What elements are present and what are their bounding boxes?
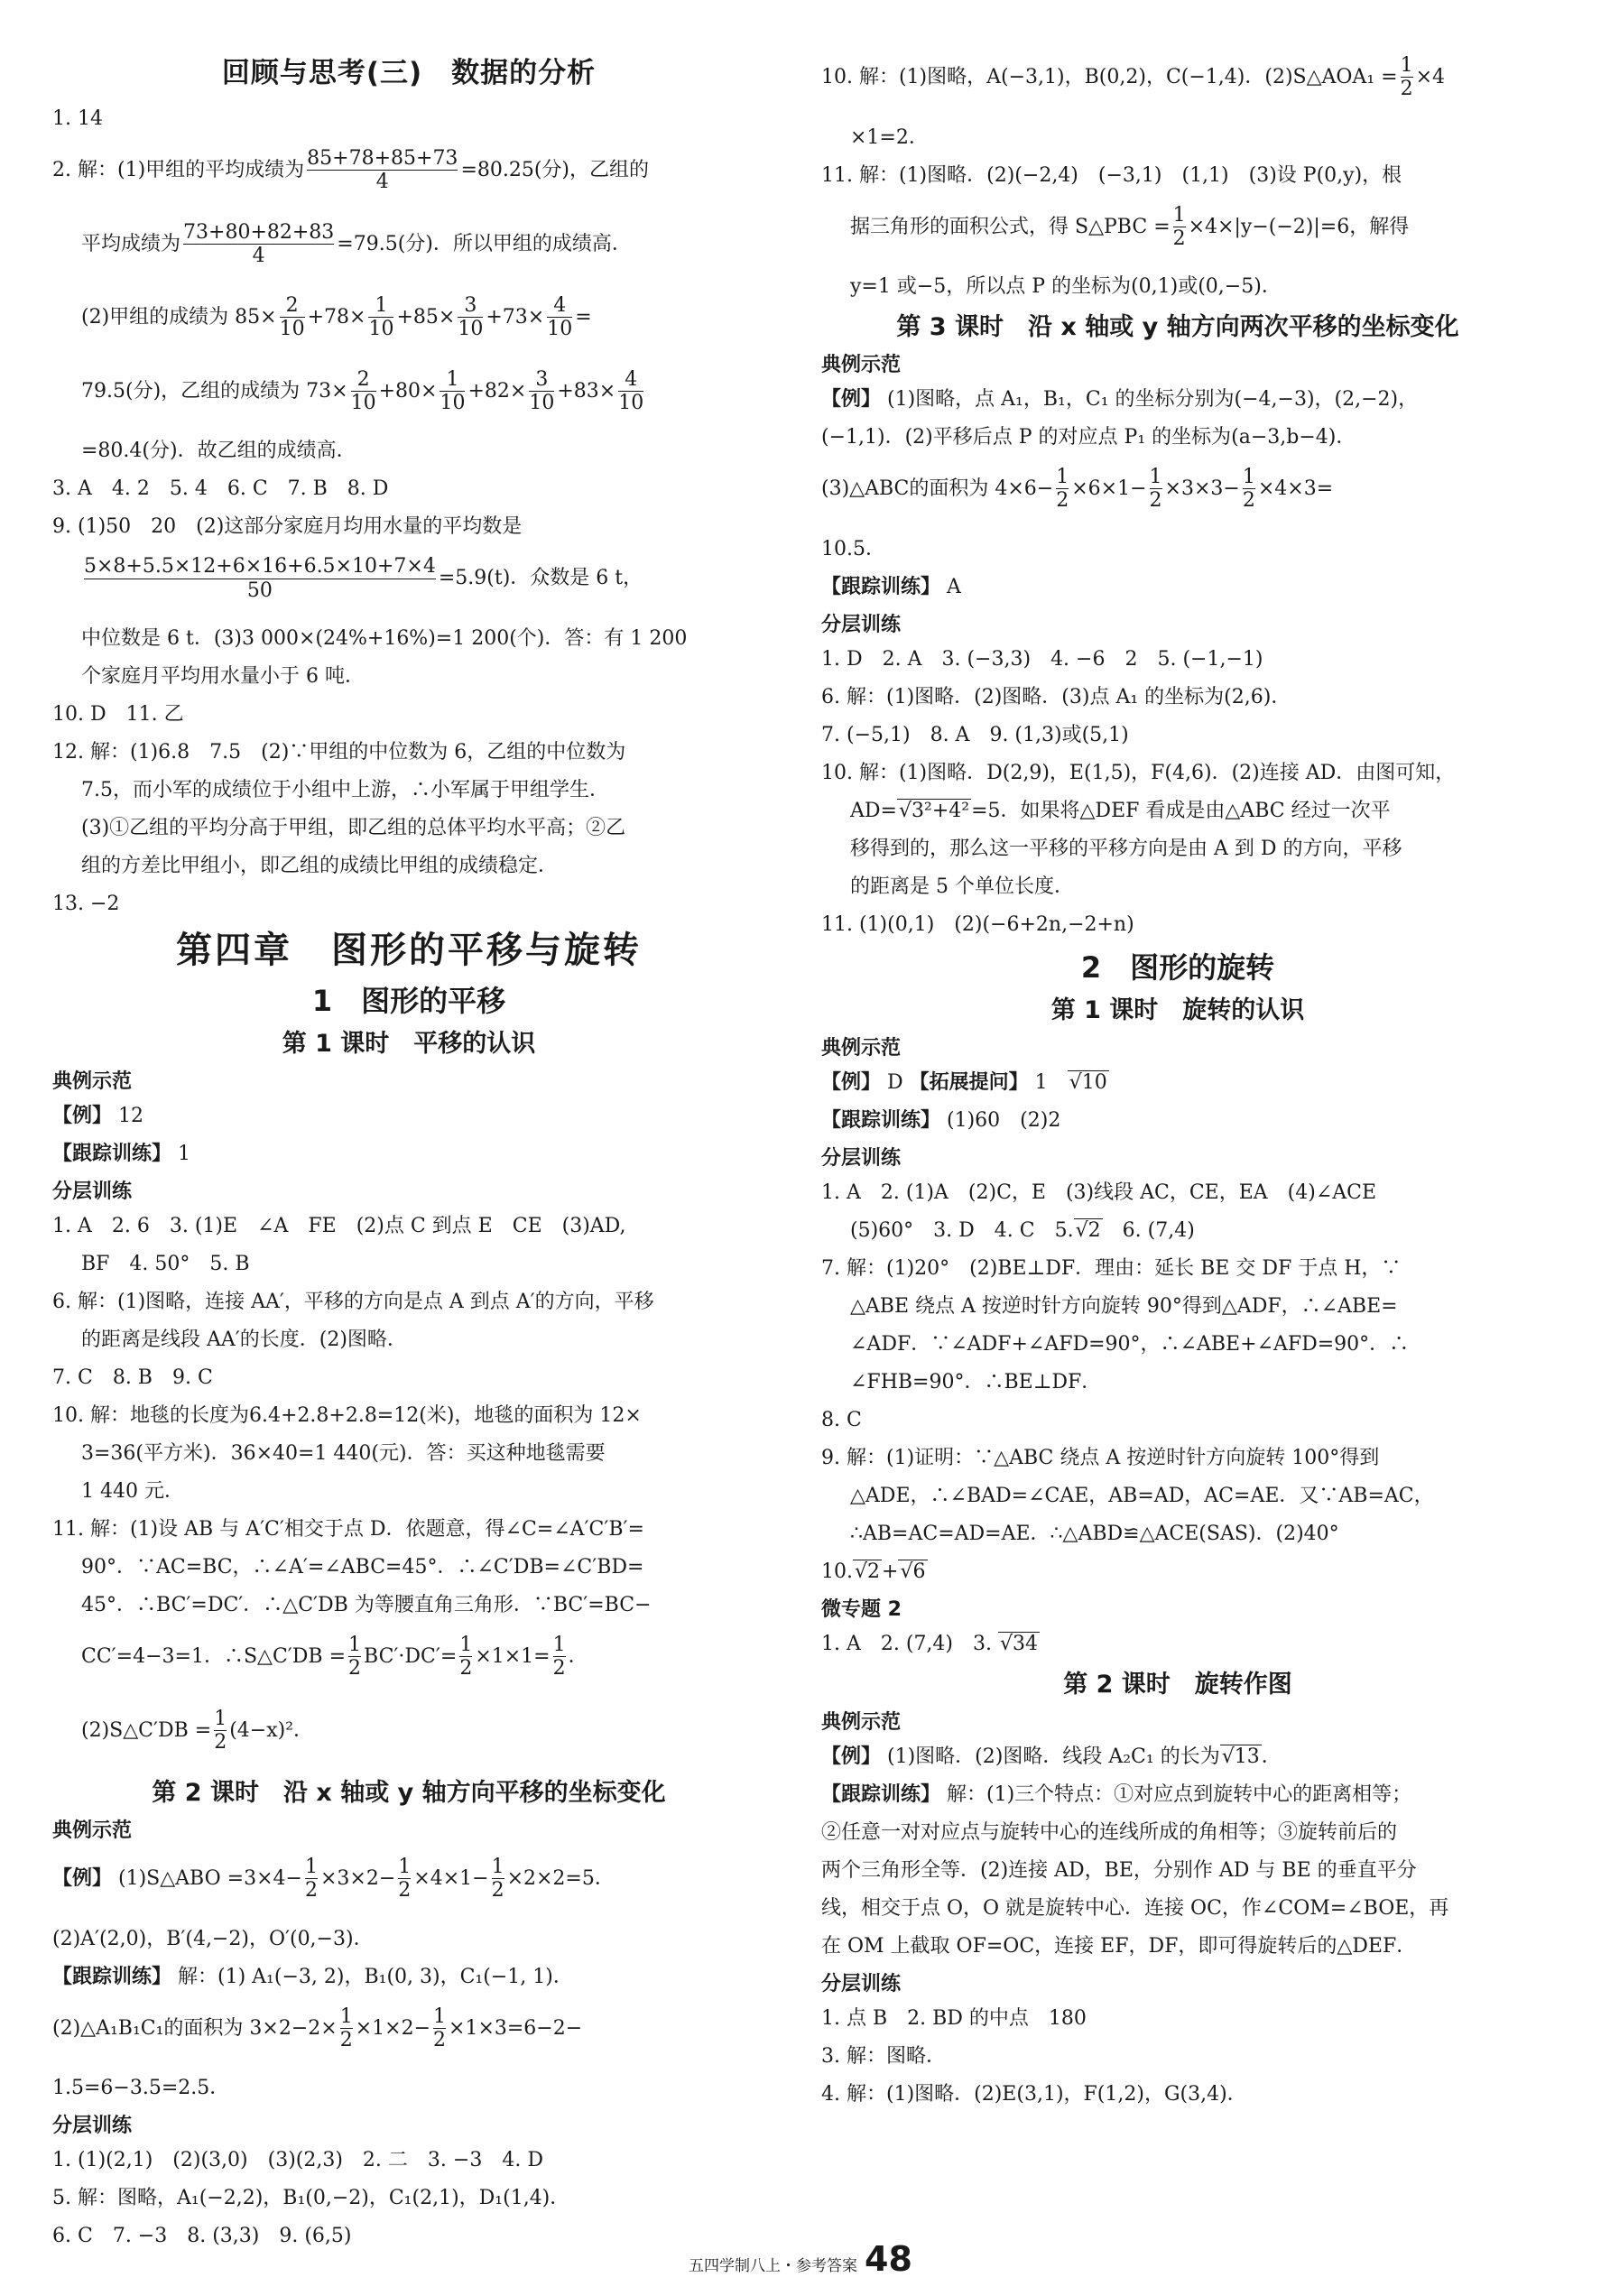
tracking-answer: 【跟踪训练】 A — [821, 575, 961, 598]
lesson-title: 第 1 课时 旋转的认识 — [1050, 995, 1305, 1024]
answer-line: 1. 点 B 2. BD 的中点 180 — [821, 2006, 1087, 2030]
answer-line: ∠FHB=90°．∴BE⊥DF． — [850, 1370, 1102, 1393]
answer-12-line-3: (3)①乙组的平均分高于甲组，即乙组的总体平均水平高；②乙 — [81, 816, 626, 839]
example-answer: 【例】 (1)图略．(2)图略．线段 A₂C₁ 的长为√ 13． — [821, 1747, 1534, 1767]
answer-line: AD=√ 3²+4²=5．如果将△DEF 看成是由△ABC 经过一次平 — [821, 801, 1534, 821]
square-root: √ 10 — [1068, 1070, 1109, 1094]
answer-line: △ABE 绕点 A 按逆时针方向旋转 90°得到△ADF，∴∠ABE= — [850, 1294, 1398, 1318]
answer-2-line-4: 79.5(分)，乙组的成绩为 73× $\frac{2}{10}$ +80× $\frac{1}{10}$ +82× $\frac{3}{10}$ +83× $\frac{4}{10}$ — [81, 367, 644, 415]
answer-9-line-2: $\frac{5\times 8+5.5\times 12+6\times 16+6.5\times 10+7\times 4}{50}$ =5.9(t)．众数是 6 t， — [84, 555, 643, 602]
answers-3-8: 3. A 4. 2 5. 4 6. C 7. B 8. D — [52, 477, 389, 501]
answer-line: 10. 解：(1)图略，A(−3,1)，B(0,2)，C(−1,4)．(2)S△AOA₁ = $\frac{1}{2}$ ×4 — [821, 54, 1446, 101]
answer-2-line-3: (2)甲组的成绩为 85× $\frac{2}{10}$ +78× $\frac{1}{10}$ +85× $\frac{3}{10}$ +73× $\frac{4}{10}$ = — [81, 294, 592, 341]
answer-line: 11. 解：(1)设 AB 与 A′C′相交于点 D．依题意，得∠C=∠A′C′B′= — [52, 1517, 644, 1541]
square-root: √ 6 — [898, 1560, 927, 1583]
lesson-title: 第 1 课时 平移的认识 — [282, 1029, 536, 1058]
example-answer: 【例】 (1)图略，点 A₁，B₁，C₁ 的坐标分别为(−4,−3)，(2,−2)， — [821, 388, 1419, 412]
answer-line: 1.5=6−3.5=2.5． — [52, 2077, 230, 2100]
answer-line: 45°．∴BC′=DC′．∴△C′DB 为等腰直角三角形．∵BC′=BC− — [81, 1593, 652, 1616]
answer-line: (2)A′(2,0)，B′(4,−2)，O′(0,−3)． — [52, 1927, 374, 1950]
example-answer: 【例】 12 — [52, 1104, 144, 1127]
answer-line: ∠ADF．∵∠ADF+∠AFD=90°，∴∠ABE+∠AFD=90°．∴ — [850, 1332, 1410, 1356]
answer-line: (5)60° 3. D 4. C 5.√ 2 6. (7,4) — [821, 1221, 1534, 1241]
right-column — [821, 54, 1534, 2123]
subheading: 分层训练 — [821, 1146, 902, 1170]
answer-2-line-5: =80.4(分)．故乙组的成绩高． — [81, 440, 356, 463]
answer-line: 1. (1)(2,1) (2)(3,0) (3)(2,3) 2. 二 3. −3 4. D — [52, 2149, 543, 2172]
answer-line: 10. 解：(1)图略．D(2,9)，E(1,5)，F(4,6)．(2)连接 AD．由图可知， — [821, 761, 1456, 784]
answer-line: BF 4. 50° 5. B — [81, 1252, 250, 1275]
answer-line: 1 440 元． — [81, 1479, 184, 1503]
answer-9-line-3: 中位数是 6 t．(3)3 000×(24%+16%)=1 200(个)．答：有 1 200 — [81, 626, 688, 650]
answer-line: 1. A 2. (1)A (2)C，E (3)线段 AC，CE，EA (4)∠ACE — [821, 1180, 1377, 1204]
unit-title: 1 图形的平移 — [311, 983, 506, 1018]
answer-2-line-2: 平均成绩为 $\frac{73+80+82+83}{4}$ =79.5(分)．所以甲组的成绩高． — [81, 220, 632, 267]
answer-line: 90°．∵AC=BC，∴∠A′=∠ABC=45°．∴∠C′DB=∠C′BD= — [81, 1555, 644, 1578]
answer-line: 7. 解：(1)20° (2)BE⊥DF．理由：延长 BE 交 DF 于点 H，∵ — [821, 1256, 1402, 1280]
answer-line: 7. C 8. B 9. C — [52, 1366, 213, 1389]
answer-line: 两个三角形全等．(2)连接 AD，BE，分别作 AD 与 BE 的垂直平分 — [821, 1858, 1417, 1882]
answer-line: (2)△A₁B₁C₁的面积为 3×2−2× $\frac{1}{2}$ ×1×2− $\frac{1}{2}$ ×1×3=6−2− — [52, 2004, 583, 2052]
square-root: √ 2 — [853, 1560, 882, 1583]
answer-line: 3. 解：图略． — [821, 2044, 946, 2068]
square-root: √ 2 — [1074, 1218, 1103, 1242]
answer-line: 10.5． — [821, 537, 885, 560]
answer-line: CC′=4−3=1．∴S△C′DB = $\frac{1}{2}$ BC′·DC′= $\frac{1}{2}$ ×1×1= $\frac{1}{2}$ ． — [81, 1633, 588, 1680]
answer-line: ②任意一对对应点与旋转中心的连线所成的角相等；③旋转前后的 — [821, 1820, 1398, 1844]
tracking-answer: 【跟踪训练】 1 — [52, 1142, 191, 1165]
page-footer — [0, 2239, 1601, 2279]
subheading: 分层训练 — [821, 1972, 902, 1995]
answer-line: (2)S△C′DB = $\frac{1}{2}$ (4−x)²． — [81, 1707, 314, 1754]
answer-line: 10.√ 2+√ 6 — [821, 1562, 1534, 1582]
answer-line: 6. 解：(1)图略．(2)图略．(3)点 A₁ 的坐标为(2,6)． — [821, 685, 1291, 708]
review-section-title: 回顾与思考(三) 数据的分析 — [221, 57, 597, 89]
answer-line: (3)△ABC的面积为 4×6− $\frac{1}{2}$ ×6×1− $\frac{1}{2}$ ×3×3− $\frac{1}{2}$ ×4×3= — [821, 466, 1334, 513]
answer-line: 移得到的，那么这一平移的平移方向是由 A 到 D 的方向，平移 — [850, 837, 1402, 860]
subheading: 微专题 2 — [821, 1597, 902, 1621]
answer-line: 10. 解：地毯的长度为6.4+2.8+2.8=12(米)，地毯的面积为 12× — [52, 1403, 642, 1427]
answer-12-line-2: 7.5，而小军的成绩位于小组中上游，∴小军属于甲组学生． — [81, 778, 609, 801]
example-answer: 【例】 (1)S△ABO =3×4− $\frac{1}{2}$ ×3×2− $\frac{1}{2}$ ×4×1− $\frac{1}{2}$ ×2×2=5． — [52, 1856, 615, 1903]
answer-line: 11. (1)(0,1) (2)(−6+2n,−2+n) — [821, 912, 1134, 936]
answer-line: 线，相交于点 O，O 就是旋转中心．连接 OC，作∠COM=∠BOE，再 — [821, 1896, 1449, 1920]
lesson-title: 第 2 课时 沿 x 轴或 y 轴方向平移的坐标变化 — [152, 1779, 666, 1808]
answer-line: ∴AB=AC=AD=AE．∴△ABD≌△ACE(SAS)．(2)40° — [850, 1522, 1339, 1545]
answer-line: 5. 解：图略，A₁(−2,2)，B₁(0,−2)，C₁(2,1)，D₁(1,4)． — [52, 2187, 570, 2210]
answer-line: 4. 解：(1)图略．(2)E(3,1)，F(1,2)，G(3,4)． — [821, 2082, 1247, 2106]
answer-line: y=1 或−5，所以点 P 的坐标为(0,1)或(0,−5)． — [850, 275, 1282, 299]
answer-line: 据三角形的面积公式，得 S△PBC = $\frac{1}{2}$ ×4×|y−(−2)|=6，解得 — [850, 203, 1410, 250]
fraction: $\frac{73+80+82+83}{4}$ — [183, 220, 335, 267]
example-answer: 【例】 D 【拓展提问】 1 √ 10 — [821, 1073, 1534, 1093]
subheading: 分层训练 — [52, 1180, 133, 1203]
chapter-title: 第四章 图形的平移与旋转 — [176, 929, 642, 971]
square-root: √ 13 — [1220, 1745, 1262, 1768]
answer-13: 13. −2 — [52, 892, 120, 915]
unit-title: 2 图形的旋转 — [1080, 949, 1275, 985]
answer-line: 11. 解：(1)图略．(2)(−2,4) (−3,1) (1,1) (3)设 P(0,y)，根 — [821, 163, 1402, 187]
answer-line: (−1,1)．(2)平移后点 P 的对应点 P₁ 的坐标为(a−3,b−4)． — [821, 426, 1356, 449]
answer-line: 9. 解：(1)证明：∵△ABC 绕点 A 按逆时针方向旋转 100°得到 — [821, 1446, 1380, 1469]
square-root: √ 34 — [998, 1632, 1040, 1655]
fraction: $\frac{85+78+85+73}{4}$ — [307, 147, 458, 194]
answer-line: ×1=2． — [850, 125, 929, 149]
answer-9-line-1: 9. (1)50 20 (2)这部分家庭月均用水量的平均数是 — [52, 515, 523, 539]
answer-line: 3=36(平方米)．36×40=1 440(元)．答：买这种地毯需要 — [81, 1441, 606, 1465]
subheading: 典例示范 — [821, 354, 902, 377]
tracking-answer: 【跟踪训练】 解：(1) A₁(−3, 2)，B₁(0, 3)，C₁(−1, 1)． — [52, 1965, 573, 1988]
left-column — [52, 54, 765, 2264]
answer-line: 的距离是 5 个单位长度． — [850, 875, 1074, 898]
answer-line: 8. C — [821, 1408, 862, 1431]
subheading: 典例示范 — [821, 1710, 902, 1734]
answer-1: 1. 14 — [52, 107, 103, 130]
tracking-answer: 【跟踪训练】 解：(1)三个特点：①对应点到旋转中心的距离相等； — [821, 1782, 1412, 1806]
lesson-title: 第 2 课时 旋转作图 — [1063, 1670, 1292, 1699]
subheading: 典例示范 — [821, 1036, 902, 1060]
answer-line: 1. A 2. 6 3. (1)E ∠A FE (2)点 C 到点 E CE (3)AD, — [52, 1214, 626, 1237]
subheading: 典例示范 — [52, 1069, 133, 1093]
square-root: √ 3²+4² — [897, 799, 971, 822]
subheading: 分层训练 — [52, 2115, 133, 2138]
subheading: 分层训练 — [821, 613, 902, 636]
answer-9-line-4: 个家庭月平均用水量小于 6 吨． — [81, 664, 365, 688]
answer-12-line-4: 组的方差比甲组小，即乙组的成绩比甲组的成绩稳定． — [81, 854, 559, 877]
answer-line: △ADE，∴∠BAD=∠CAE，AB=AD，AC=AE．又∵AB=AC， — [850, 1484, 1434, 1507]
answer-line: 在 OM 上截取 OF=OC，连接 EF，DF，即可得旋转后的△DEF． — [821, 1934, 1417, 1958]
subheading: 典例示范 — [52, 1819, 133, 1843]
answer-line: 6. 解：(1)图略，连接 AA′，平移的方向是点 A 到点 A′的方向，平移 — [52, 1290, 654, 1313]
footer-label: 五四学制八上・参考答案 — [689, 2257, 858, 2275]
answer-line: 6. C 7. −3 8. (3,3) 9. (6,5) — [52, 2225, 352, 2248]
answer-line: 1. D 2. A 3. (−3,3) 4. −6 2 5. (−1,−1) — [821, 647, 1263, 671]
answer-line: 7. (−5,1) 8. A 9. (1,3)或(5,1) — [821, 723, 1129, 746]
answer-12-line-1: 12. 解：(1)6.8 7.5 (2)∵甲组的中位数为 6，乙组的中位数为 — [52, 740, 626, 764]
answer-line: 的距离是线段 AA′的长度．(2)图略． — [81, 1328, 407, 1351]
fraction: $\frac{5\times 8+5.5\times 12+6\times 16+6.5\times 10+7\times 4}{50}$ — [84, 555, 436, 602]
lesson-title: 第 3 课时 沿 x 轴或 y 轴方向两次平移的坐标变化 — [896, 313, 1459, 342]
tracking-answer: 【跟踪训练】 (1)60 (2)2 — [821, 1108, 1061, 1132]
answers-10-11: 10. D 11. 乙 — [52, 702, 184, 726]
page-number: 48 — [865, 2239, 912, 2279]
answer-2-line-1: 2. 解：(1)甲组的平均成绩为 $\frac{85+78+85+73}{4}$ =80.25(分)，乙组的 — [52, 147, 650, 194]
answer-line: 1. A 2. (7,4) 3. √ 34 — [821, 1634, 1534, 1654]
